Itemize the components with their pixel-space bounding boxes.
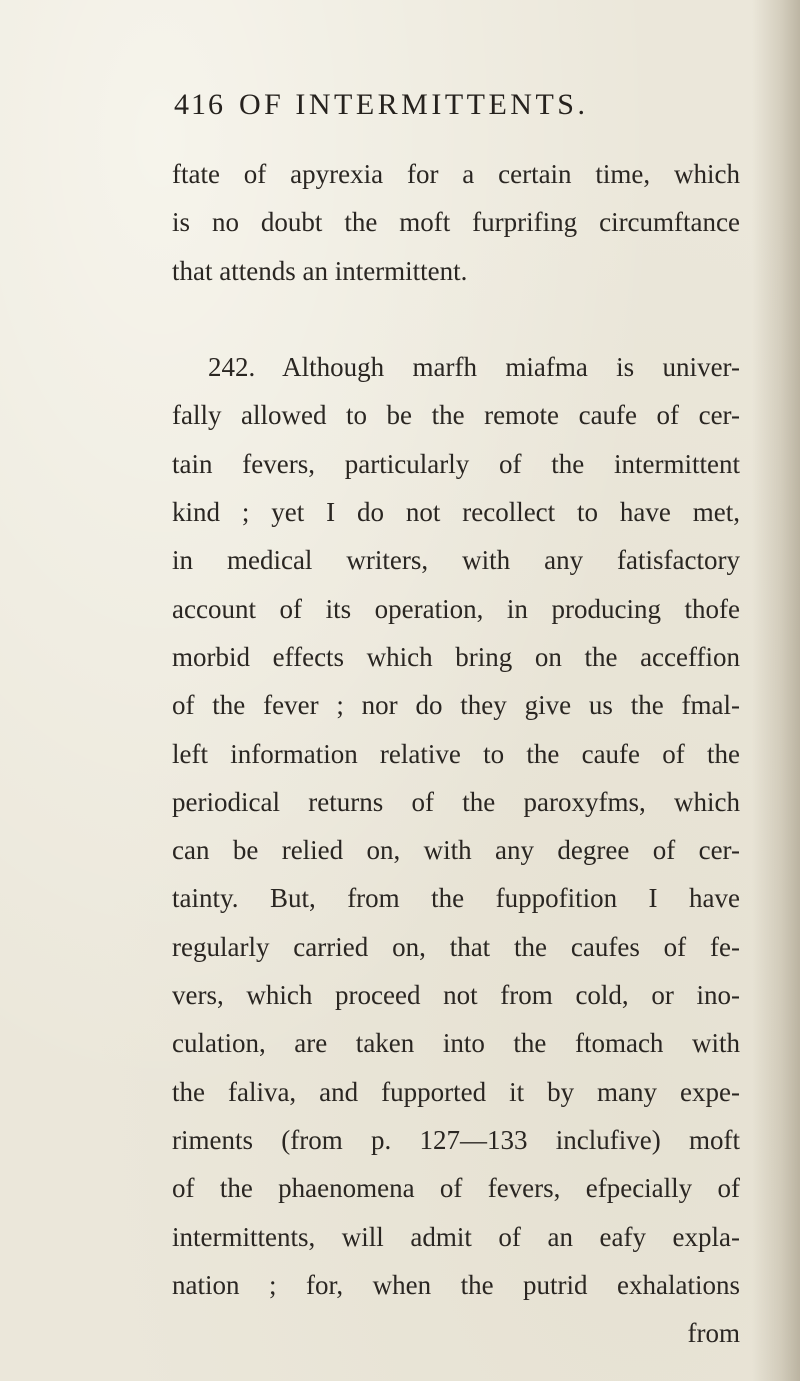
text-line: tainty. But, from the fuppofition I have [172,883,740,914]
text-line: can be relied on, with any degree of cer- [172,835,740,866]
running-header [174,88,588,122]
paragraph-continuation [172,150,740,295]
text-line: intermittents, will admit of an eafy expla- [172,1221,740,1252]
text-line: in medical writers, with any fatisfactory [172,545,740,576]
catchword: from [687,1318,740,1349]
text-line: regularly carried on, that the caufes of fe- [172,931,740,962]
text-line: riments (from p. 127—133 inclufive) moft [172,1124,740,1155]
text-line: of the phaenomena of fevers, efpecially of [172,1173,740,1204]
text-line: of the fever ; nor do they give us the fmal- [172,690,740,721]
text-line: periodical returns of the paroxyfms, which [172,786,740,817]
text-line: tain fevers, particularly of the intermittent [172,448,740,479]
text-line: fally allowed to be the remote caufe of cer- [172,400,740,431]
text-line: account of its operation, in producing thofe [172,593,740,624]
text-line: left information relative to the caufe of the [172,738,740,769]
text-line: ftate of apyrexia for a certain time, which [172,159,740,189]
text-line: vers, which proceed not from cold, or ino- [172,980,740,1011]
text-line: the faliva, and fupported it by many expe- [172,1076,740,1107]
page-edge-shadow [752,0,800,1381]
text-line: is no doubt the moft furprifing circumftance [172,207,740,238]
running-title: OF INTERMITTENTS. [239,88,589,121]
text-line: that attends an intermittent. [172,255,468,286]
text-line: morbid effects which bring on the acceffion [172,641,740,672]
text-line: culation, are taken into the ftomach with [172,1028,740,1059]
page-number: 416 [174,88,225,121]
text-line: nation ; for, when the putrid exhalations [172,1269,740,1300]
body-text [172,150,740,1357]
paragraph-gap [172,295,740,343]
text-line: 242. Although marfh miafma is univer- [208,352,740,383]
paragraph-242 [172,343,740,1309]
text-line: kind ; yet I do not recollect to have met, [172,497,740,528]
